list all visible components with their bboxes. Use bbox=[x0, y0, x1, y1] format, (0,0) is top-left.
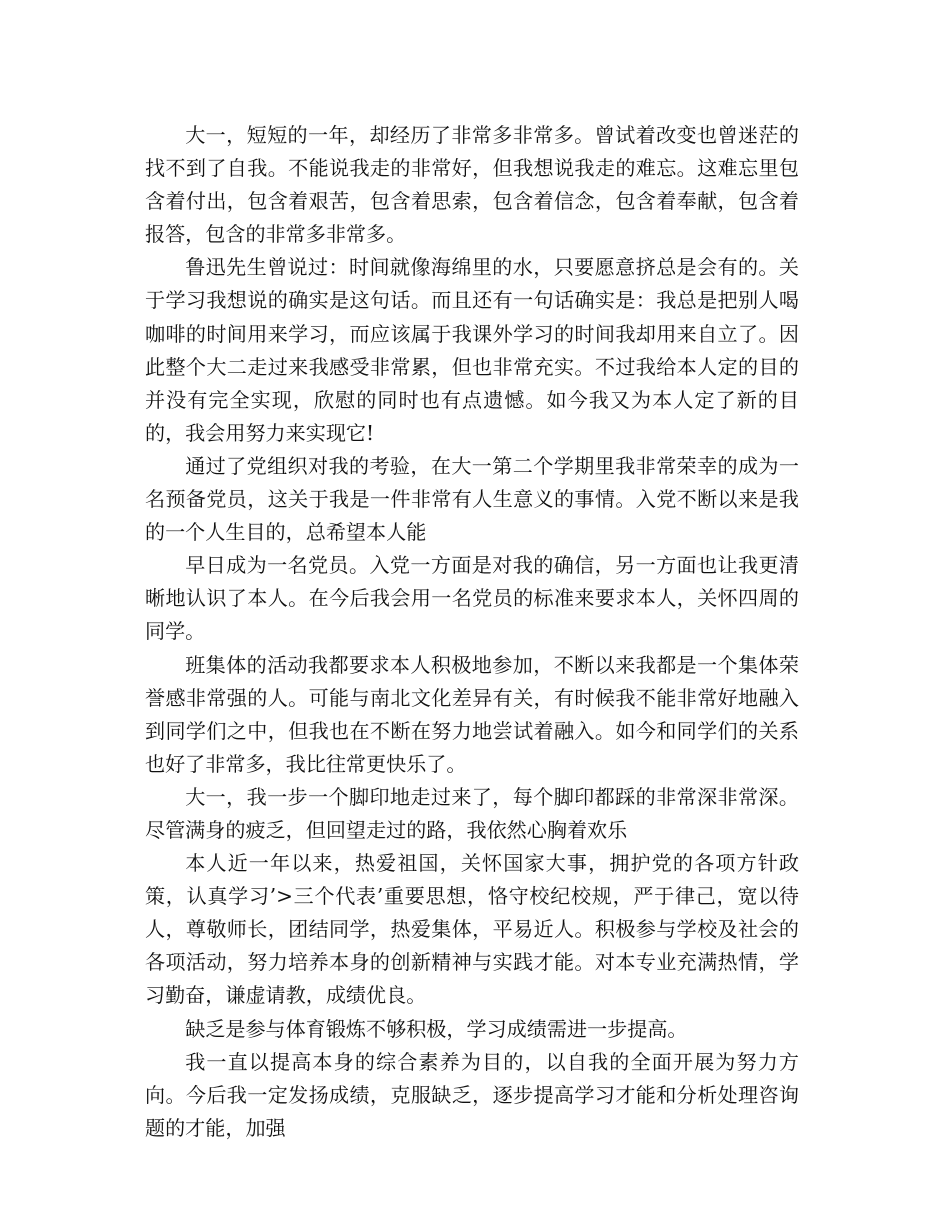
paragraph: 本人近一年以来，热爱祖国，关怀国家大事，拥护党的各项方针政策，认真学习’>三个代表’重要思想，恪守校纪校规，严于律己，宽以待人，尊敬师长，团结同学，热爱集体，平易近人。积极参与学校及社会的各项活动，努力培养本身的创新精神与实践才能。对本专业充满热情，学习勤奋，谦虚请教，成绩优良。 bbox=[145, 851, 799, 1008]
paragraph: 鲁迅先生曾说过：时间就像海绵里的水，只要愿意挤总是会有的。关于学习我想说的确实是这句话。而且还有一句话确实是：我总是把别人喝咖啡的时间用来学习，而应该属于我课外学习的时间我却用来自立了。因此整个大二走过来我感受非常累，但也非常充实。不过我给本人定的目的并没有完全实现，欣慰的同时也有点遗憾。如今我又为本人定了新的目的，我会用努力来实现它! bbox=[145, 255, 799, 445]
paragraph: 我一直以提高本身的综合素养为目的，以自我的全面开展为努力方向。今后我一定发扬成绩，克服缺乏，逐步提高学习才能和分析处理咨询题的才能，加强 bbox=[145, 1049, 799, 1140]
paragraph: 大一，我一步一个脚印地走过来了，每个脚印都踩的非常深非常深。尽管满身的疲乏，但回望走过的路，我依然心胸着欢乐 bbox=[145, 784, 799, 842]
document-body bbox=[145, 119, 799, 1145]
paragraph: 通过了党组织对我的考验，在大一第二个学期里我非常荣幸的成为一名预备党员，这关于我是一件非常有人生意义的事情。入党不断以来是我的一个人生目的，总希望本人能 bbox=[145, 453, 799, 545]
paragraph: 大一，短短的一年，却经历了非常多非常多。曾试着改变也曾迷茫的找不到了自我。不能说我走的非常好，但我想说我走的难忘。这难忘里包含着付出，包含着艰苦，包含着思索，包含着信念，包含着奉献，包含着报答，包含的非常多非常多。 bbox=[145, 123, 799, 247]
paragraph: 早日成为一名党员。入党一方面是对我的确信，另一方面也让我更清晰地认识了本人。在今后我会用一名党员的标准来要求本人，关怀四周的同学。 bbox=[145, 553, 799, 644]
paragraph: 缺乏是参与体育锻炼不够积极，学习成绩需进一步提高。 bbox=[185, 1016, 688, 1041]
paragraph: 班集体的活动我都要求本人积极地参加，不断以来我都是一个集体荣誉感非常强的人。可能与南北文化差异有关，有时候我不能非常好地融入到同学们之中，但我也在不断在努力地尝试着融入。如今和同学们的关系也好了非常多，我比往常更快乐了。 bbox=[145, 652, 799, 776]
